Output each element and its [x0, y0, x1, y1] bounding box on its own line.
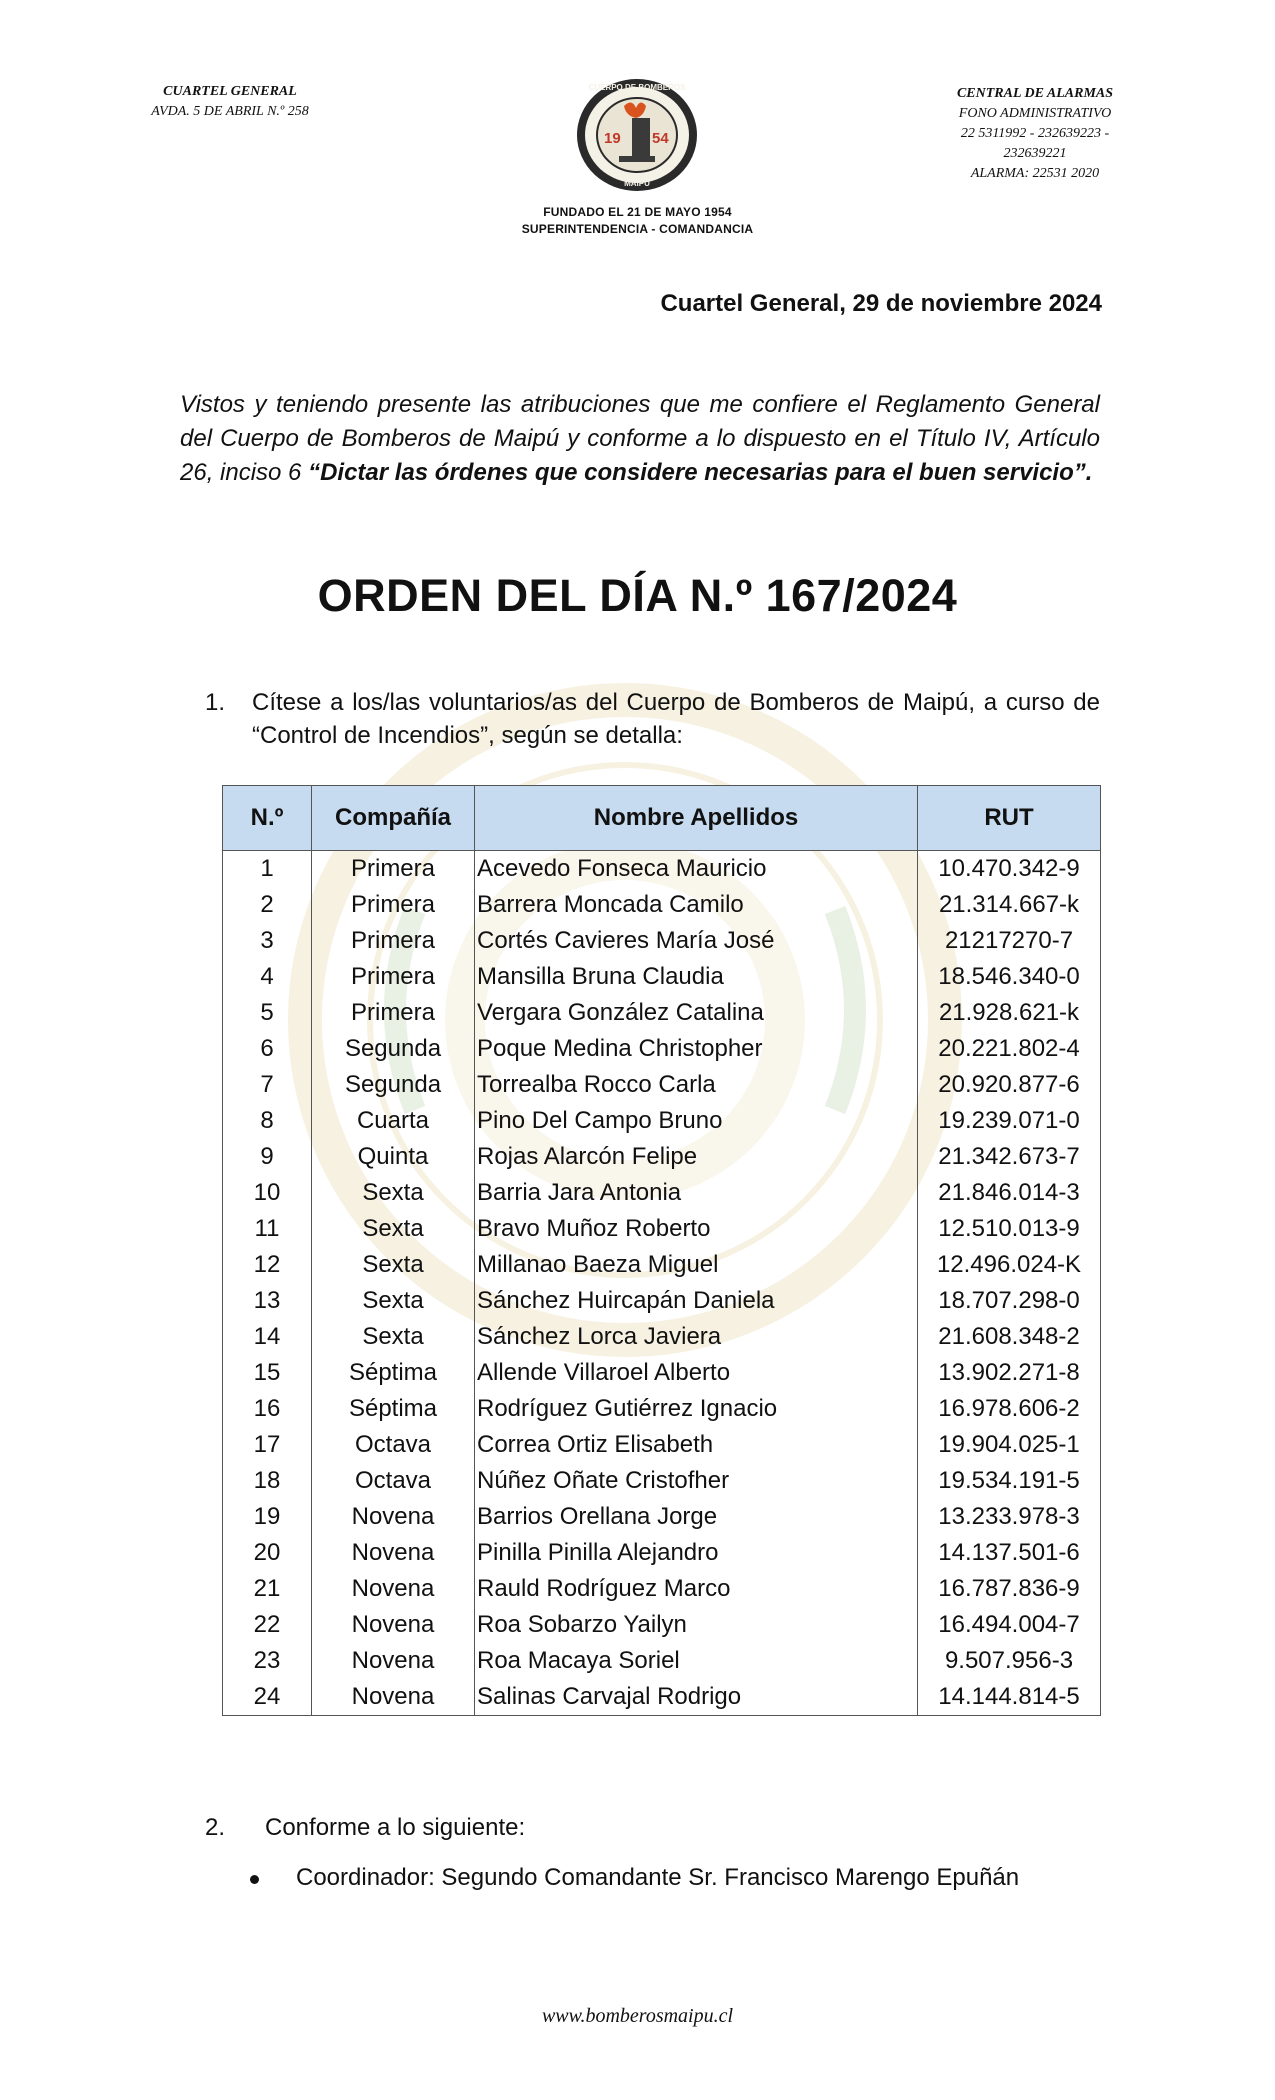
founded-date: FUNDADO EL 21 DE MAYO 1954 — [543, 205, 732, 219]
cell-name: Roa Sobarzo Yailyn — [475, 1607, 918, 1643]
cell-company: Segunda — [312, 1067, 475, 1103]
table-row — [223, 1427, 1101, 1463]
cell-rut: 9.507.956-3 — [918, 1643, 1101, 1679]
cell-name: Sánchez Huircapán Daniela — [475, 1283, 918, 1319]
table-header-row — [223, 786, 1101, 851]
cell-rut: 21.608.348-2 — [918, 1319, 1101, 1355]
cell-name: Barria Jara Antonia — [475, 1175, 918, 1211]
cell-number: 22 — [223, 1607, 312, 1643]
cell-rut: 19.239.071-0 — [918, 1103, 1101, 1139]
table-row — [223, 1139, 1101, 1175]
cell-name: Barrera Moncada Camilo — [475, 887, 918, 923]
table-row — [223, 1391, 1101, 1427]
cell-rut: 13.902.271-8 — [918, 1355, 1101, 1391]
cell-company: Primera — [312, 995, 475, 1031]
cell-company: Sexta — [312, 1247, 475, 1283]
header-address — [110, 82, 350, 122]
cell-number: 15 — [223, 1355, 312, 1391]
bullet-dot-icon — [250, 1875, 259, 1884]
cell-name: Poque Medina Christopher — [475, 1031, 918, 1067]
cell-company: Primera — [312, 887, 475, 923]
table-row — [223, 1643, 1101, 1679]
table-row — [223, 1463, 1101, 1499]
cell-number: 7 — [223, 1067, 312, 1103]
cell-number: 10 — [223, 1175, 312, 1211]
table-row — [223, 1319, 1101, 1355]
intro-paragraph — [180, 388, 1100, 490]
cell-name: Mansilla Bruna Claudia — [475, 959, 918, 995]
cell-number: 13 — [223, 1283, 312, 1319]
cell-company: Séptima — [312, 1355, 475, 1391]
cell-name: Pino Del Campo Bruno — [475, 1103, 918, 1139]
cell-rut: 21.928.621-k — [918, 995, 1101, 1031]
cell-number: 8 — [223, 1103, 312, 1139]
cell-name: Rodríguez Gutiérrez Ignacio — [475, 1391, 918, 1427]
cell-name: Millanao Baeza Miguel — [475, 1247, 918, 1283]
table-row — [223, 1535, 1101, 1571]
cell-number: 3 — [223, 923, 312, 959]
logo-top-text: CUERPO DE BOMBEROS — [588, 83, 686, 92]
cell-rut: 21.314.667-k — [918, 887, 1101, 923]
cell-rut: 21.846.014-3 — [918, 1175, 1101, 1211]
header-left-address: AVDA. 5 DE ABRIL N.º 258 — [151, 104, 309, 119]
table-row — [223, 1679, 1101, 1716]
cell-rut: 16.787.836-9 — [918, 1571, 1101, 1607]
header-right-line5: ALARMA: 22531 2020 — [970, 166, 1100, 181]
cell-number: 18 — [223, 1463, 312, 1499]
table-row — [223, 1175, 1101, 1211]
table-row — [223, 1103, 1101, 1139]
intro-text: Vistos y teniendo presente las atribuciones que me confiere el Reglamento General del Cuerpo de Bomberos de Maipú y conforme a lo dispuesto en el Título IV, Artículo 26, inciso 6 — [180, 391, 1100, 486]
cell-number: 19 — [223, 1499, 312, 1535]
cell-company: Novena — [312, 1679, 475, 1716]
cell-company: Sexta — [312, 1211, 475, 1247]
cell-number: 24 — [223, 1679, 312, 1716]
volunteers-table — [222, 785, 1101, 1716]
table-row — [223, 1499, 1101, 1535]
header-number: N.º — [223, 786, 312, 851]
cell-company: Cuarta — [312, 1103, 475, 1139]
logo-year-right: 54 — [652, 130, 669, 147]
header-contact — [930, 84, 1140, 184]
logo-bottom-text: MAIPU — [624, 179, 650, 188]
cell-number: 5 — [223, 995, 312, 1031]
cell-rut: 18.546.340-0 — [918, 959, 1101, 995]
cell-company: Séptima — [312, 1391, 475, 1427]
list-item-2 — [205, 1814, 526, 1842]
cell-rut: 10.470.342-9 — [918, 851, 1101, 888]
cell-name: Allende Villaroel Alberto — [475, 1355, 918, 1391]
logo-year-left: 19 — [604, 130, 621, 147]
cell-number: 4 — [223, 959, 312, 995]
cell-name: Barrios Orellana Jorge — [475, 1499, 918, 1535]
header-name: Nombre Apellidos — [475, 786, 918, 851]
cell-rut: 20.221.802-4 — [918, 1031, 1101, 1067]
cell-rut: 18.707.298-0 — [918, 1283, 1101, 1319]
item-1-number: 1. — [205, 689, 226, 716]
table-row — [223, 1247, 1101, 1283]
header-right-line3: 22 5311992 - 232639223 - — [960, 126, 1110, 141]
cell-company: Novena — [312, 1607, 475, 1643]
table-row — [223, 995, 1101, 1031]
cell-name: Acevedo Fonseca Mauricio — [475, 851, 918, 888]
coordinator-text: Coordinador: Segundo Comandante Sr. Francisco Marengo Epuñán — [296, 1864, 1020, 1891]
cell-company: Quinta — [312, 1139, 475, 1175]
cell-name: Torrealba Rocco Carla — [475, 1067, 918, 1103]
cell-number: 11 — [223, 1211, 312, 1247]
document-title: ORDEN DEL DÍA N.º 167/2024 — [317, 570, 958, 621]
table-row — [223, 959, 1101, 995]
cell-rut: 14.137.501-6 — [918, 1535, 1101, 1571]
header-right-line4: 232639221 — [1003, 146, 1067, 161]
cell-name: Sánchez Lorca Javiera — [475, 1319, 918, 1355]
cell-name: Bravo Muñoz Roberto — [475, 1211, 918, 1247]
cell-company: Octava — [312, 1463, 475, 1499]
office-name: SUPERINTENDENCIA - COMANDANCIA — [521, 222, 754, 236]
header-right-line2: FONO ADMINISTRATIVO — [958, 106, 1112, 121]
cell-name: Rojas Alarcón Felipe — [475, 1139, 918, 1175]
cell-name: Cortés Cavieres María José — [475, 923, 918, 959]
table-row — [223, 1571, 1101, 1607]
item-2-text: Conforme a lo siguiente: — [265, 1814, 526, 1841]
header-left-title: CUARTEL GENERAL — [163, 84, 297, 99]
table-row — [223, 1283, 1101, 1319]
cell-company: Primera — [312, 923, 475, 959]
cell-number: 14 — [223, 1319, 312, 1355]
cell-company: Novena — [312, 1643, 475, 1679]
item-2-number: 2. — [205, 1814, 226, 1841]
cell-company: Novena — [312, 1499, 475, 1535]
table-row — [223, 851, 1101, 888]
cell-name: Núñez Oñate Cristofher — [475, 1463, 918, 1499]
table-row — [223, 1067, 1101, 1103]
cell-name: Rauld Rodríguez Marco — [475, 1571, 918, 1607]
cell-rut: 12.510.013-9 — [918, 1211, 1101, 1247]
cell-company: Sexta — [312, 1319, 475, 1355]
cell-rut: 21217270-7 — [918, 923, 1101, 959]
cell-rut: 21.342.673-7 — [918, 1139, 1101, 1175]
footer-website: www.bomberosmaipu.cl — [541, 2005, 734, 2027]
cell-number: 2 — [223, 887, 312, 923]
cell-rut: 20.920.877-6 — [918, 1067, 1101, 1103]
cell-number: 6 — [223, 1031, 312, 1067]
header-company: Compañía — [312, 786, 475, 851]
cell-name: Roa Macaya Soriel — [475, 1643, 918, 1679]
cell-number: 9 — [223, 1139, 312, 1175]
table-row — [223, 887, 1101, 923]
cell-rut: 16.978.606-2 — [918, 1391, 1101, 1427]
cell-name: Vergara González Catalina — [475, 995, 918, 1031]
cell-number: 1 — [223, 851, 312, 888]
document-date: Cuartel General, 29 de noviembre 2024 — [660, 290, 1102, 317]
cell-number: 21 — [223, 1571, 312, 1607]
cell-number: 20 — [223, 1535, 312, 1571]
cell-name: Salinas Carvajal Rodrigo — [475, 1679, 918, 1716]
cell-company: Novena — [312, 1571, 475, 1607]
cell-rut: 16.494.004-7 — [918, 1607, 1101, 1643]
cell-company: Segunda — [312, 1031, 475, 1067]
cell-company: Sexta — [312, 1283, 475, 1319]
cell-rut: 14.144.814-5 — [918, 1679, 1101, 1716]
cell-company: Novena — [312, 1535, 475, 1571]
cell-number: 17 — [223, 1427, 312, 1463]
table-row — [223, 1607, 1101, 1643]
cell-number: 16 — [223, 1391, 312, 1427]
cell-number: 12 — [223, 1247, 312, 1283]
cell-number: 23 — [223, 1643, 312, 1679]
cell-rut: 19.534.191-5 — [918, 1463, 1101, 1499]
table-row — [223, 1031, 1101, 1067]
table-row — [223, 923, 1101, 959]
cell-rut: 13.233.978-3 — [918, 1499, 1101, 1535]
item-1-text: Cítese a los/las voluntarios/as del Cuerpo de Bomberos de Maipú, a curso de “Control de Incendios”, según se detalla: — [252, 689, 1100, 749]
cell-company: Primera — [312, 851, 475, 888]
cell-company: Sexta — [312, 1175, 475, 1211]
cell-rut: 12.496.024-K — [918, 1247, 1101, 1283]
fire-brigade-logo — [574, 76, 700, 194]
intro-quote: “Dictar las órdenes que considere necesarias para el buen servicio”. — [308, 459, 1093, 486]
cell-company: Octava — [312, 1427, 475, 1463]
cell-name: Correa Ortiz Elisabeth — [475, 1427, 918, 1463]
header-right-title: CENTRAL DE ALARMAS — [956, 86, 1114, 101]
cell-rut: 19.904.025-1 — [918, 1427, 1101, 1463]
header-rut: RUT — [918, 786, 1101, 851]
cell-company: Primera — [312, 959, 475, 995]
table-row — [223, 1211, 1101, 1247]
header-founded — [480, 204, 795, 238]
cell-name: Pinilla Pinilla Alejandro — [475, 1535, 918, 1571]
table-row — [223, 1355, 1101, 1391]
table-body — [223, 851, 1101, 1716]
